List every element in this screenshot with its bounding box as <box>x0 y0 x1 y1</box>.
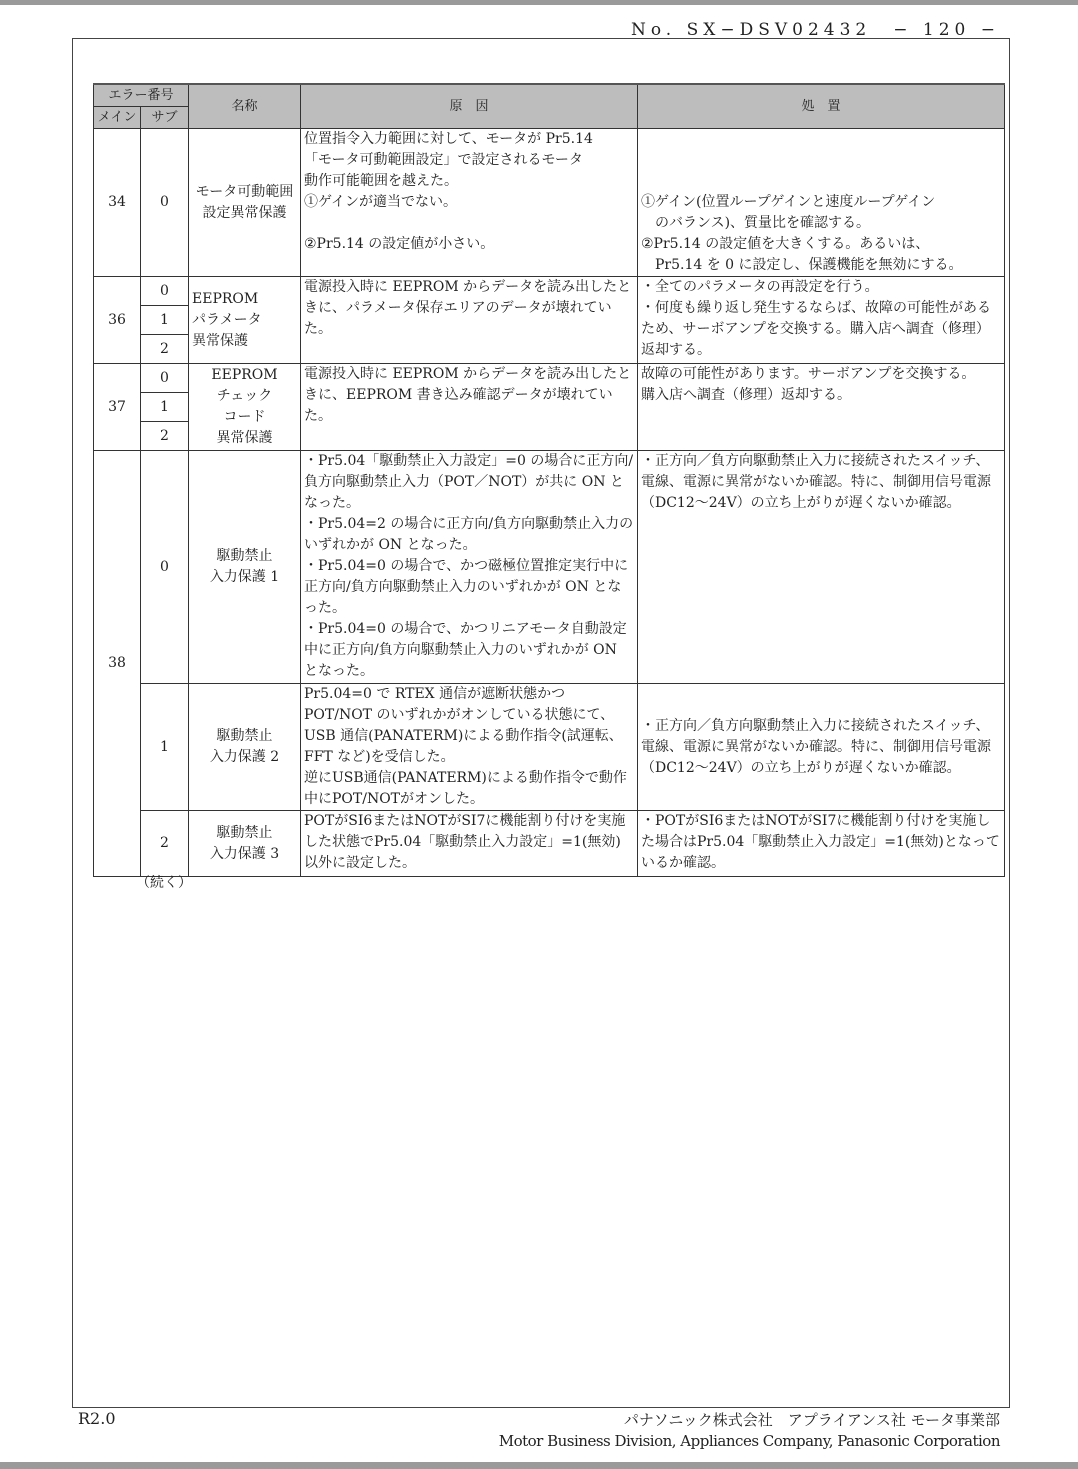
error-name: EEPROM チェック コード 異常保護 <box>189 364 301 451</box>
table-row <box>94 364 1005 393</box>
sub-code: 2 <box>141 422 189 451</box>
error-action: ・全てのパラメータの再設定を行う。 ・何度も繰り返し発生するならば、故障の可能性があるため、サーボアンプを交換する。購入店へ調査（修理）返却する。 <box>638 277 1005 364</box>
sub-code: 0 <box>141 451 189 684</box>
continued-note: （続く） <box>136 875 192 891</box>
main-code: 34 <box>94 129 141 277</box>
error-cause: POTがSI6またはNOTがSI7に機能割り付けを実施した状態でPr5.04「駆動禁止入力設定」=1(無効)以外に設定した。 <box>301 811 638 877</box>
header-error-no: エラー番号 <box>94 84 189 107</box>
sub-code: 2 <box>141 811 189 877</box>
error-cause: Pr5.04=0 で RTEX 通信が遮断状態かつ POT/NOT のいずれかがオンしている状態にて、USB 通信(PANATERM)による動作指令(試運転、FFT など)を受信した。 逆にUSB通信(PANATERM)による動作指令で動作中にPOT/NOTがオンした。 <box>301 684 638 811</box>
sub-code: 2 <box>141 335 189 364</box>
error-action: ・POTがSI6またはNOTがSI7に機能割り付けを実施した場合はPr5.04「駆動禁止入力設定」=1(無効)となっているか確認。 <box>638 811 1005 877</box>
error-name: 駆動禁止 入力保護 3 <box>189 811 301 877</box>
top-border-bar <box>0 0 1078 5</box>
error-cause: 電源投入時に EEPROM からデータを読み出したときに、EEPROM 書き込み確認データが壊れていた。 <box>301 364 638 451</box>
error-name: モータ可動範囲 設定異常保護 <box>189 129 301 277</box>
main-code: 36 <box>94 277 141 364</box>
sub-code: 0 <box>141 129 189 277</box>
error-action: 故障の可能性があります。サーボアンプを交換する。 購入店へ調査（修理）返却する。 <box>638 364 1005 451</box>
sub-code: 1 <box>141 393 189 422</box>
error-name: 駆動禁止 入力保護 2 <box>189 684 301 811</box>
table-row <box>94 811 1005 877</box>
error-cause: 位置指令入力範囲に対して、モータが Pr5.14 「モータ可動範囲設定」で設定されるモータ 動作可能範囲を越えた。 ①ゲインが適当でない。 ②Pr5.14 の設定値が小さい。 <box>301 129 638 277</box>
error-cause: 電源投入時に EEPROM からデータを読み出したときに、パラメータ保存エリアのデータが壊れていた。 <box>301 277 638 364</box>
company-name-jp: パナソニック株式会社 アプライアンス社 モータ事業部 <box>623 1411 1000 1429</box>
revision-label: R2.0 <box>78 1409 116 1428</box>
error-name: 駆動禁止 入力保護 1 <box>189 451 301 684</box>
error-cause: ・Pr5.04「駆動禁止入力設定」=0 の場合に正方向/負方向駆動禁止入力（POT／NOT）が共に ON となった。 ・Pr5.04=2 の場合に正方向/負方向駆動禁止入力のいずれかが ON となった。 ・Pr5.04=0 の場合で、かつ磁極位置推定実行中に正方向/負方向駆動禁止入力のいずれかが ON となった。 ・Pr5.04=0 の場合で、かつリニアモータ自動設定中に正方向/負方向駆動禁止入力のいずれかが ON となった。 <box>301 451 638 684</box>
error-action: ・正方向／負方向駆動禁止入力に接続されたスイッチ、電線、電源に異常がないか確認。特に、制御用信号電源（DC12～24V）の立ち上がりが遅くないか確認。 <box>638 684 1005 811</box>
header-sub: サブ <box>141 107 189 129</box>
header-name: 名称 <box>189 84 301 129</box>
bottom-border-bar <box>0 1462 1078 1469</box>
sub-code: 1 <box>141 684 189 811</box>
table-row <box>94 451 1005 684</box>
sub-code: 0 <box>141 364 189 393</box>
header-cause: 原 因 <box>301 84 638 129</box>
doc-number-text: No. SX−DSV02432 <box>631 20 872 40</box>
error-table <box>93 83 1005 877</box>
header-row <box>94 84 1005 107</box>
page-number: − 120 − <box>893 20 1000 40</box>
table-row <box>94 277 1005 306</box>
sub-code: 1 <box>141 306 189 335</box>
table-row <box>94 129 1005 277</box>
sub-code: 0 <box>141 277 189 306</box>
company-name-en: Motor Business Division, Appliances Company, Panasonic Corporation <box>498 1432 1000 1450</box>
main-code: 37 <box>94 364 141 451</box>
table-row <box>94 684 1005 811</box>
error-action: ・正方向／負方向駆動禁止入力に接続されたスイッチ、電線、電源に異常がないか確認。特に、制御用信号電源（DC12～24V）の立ち上がりが遅くないか確認。 <box>638 451 1005 684</box>
main-code: 38 <box>94 451 141 877</box>
document-number <box>631 15 1000 40</box>
error-name: EEPROM パラメータ 異常保護 <box>189 277 301 364</box>
header-action: 処 置 <box>638 84 1005 129</box>
header-main: メイン <box>94 107 141 129</box>
error-action: ①ゲイン(位置ループゲインと速度ループゲイン のバランス)、質量比を確認する。 ②Pr5.14 の設定値を大きくする。あるいは、 Pr5.14 を 0 に設定し、保護機能を無効にする。 <box>638 129 1005 277</box>
